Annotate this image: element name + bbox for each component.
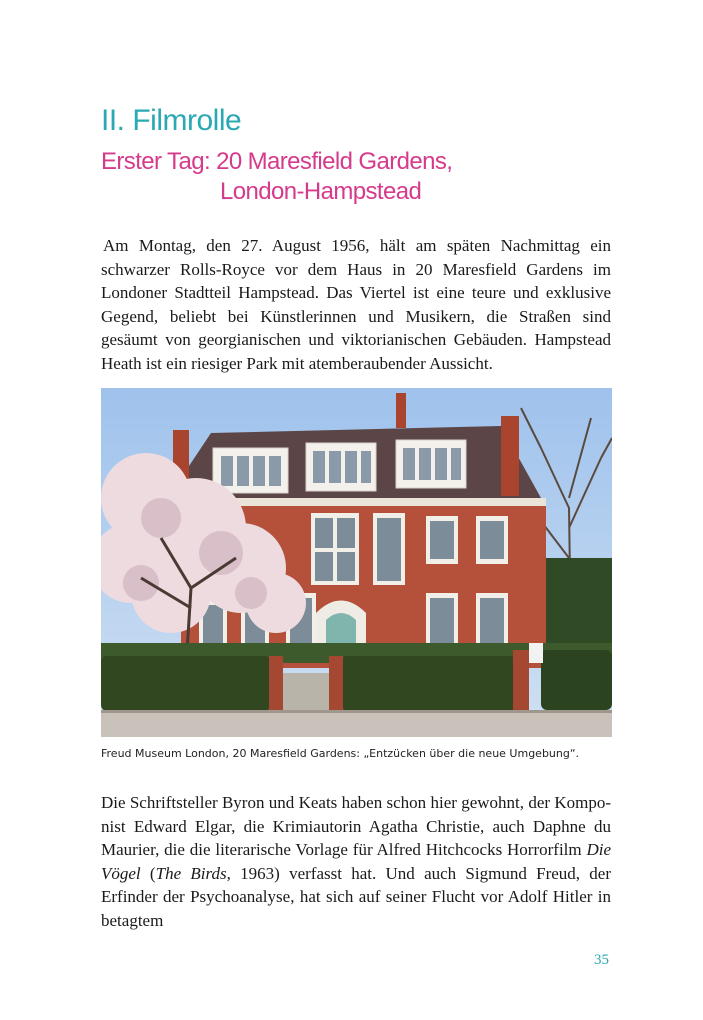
body-paragraph: Am Montag, den 27. August 1956, hält am späten Nachmittag ein schwarzer Rolls-Royce vor dem Haus in 20 Maresfield Gardens im Londoner Stadtteil Hampstead. Das Viertel ist eine teure und exklusive Gegend, beliebt bei Künstlerinnen und Musikern, die Straßen sind gesäumt von georgianischen und viktorianischen Gebäuden. Hampstead Heath ist ein riesiger Park mit atemberaubender Aussicht.	[101, 236, 611, 373]
paragraph-text: Die Schriftsteller Byron und Keats haben schon hier gewohnt, der Kompo-nist Edward Elgar, die Krimiautorin Agatha Christie, auch Daphne du Maurier, die die literarische Vorlage für Alfred Hitchcocks Horrorfilm	[101, 793, 611, 859]
chapter-title: II. Filmrolle	[101, 104, 242, 137]
section-title	[101, 147, 452, 207]
figure-caption: Freud Museum London, 20 Maresfield Gardens: „Entzücken über die neue Umgebung“.	[101, 747, 580, 760]
section-title-line1: Erster Tag: 20 Maresfield Gardens,	[101, 148, 453, 175]
house-photo	[101, 388, 612, 737]
paragraph-text: , 1963) verfasst hat. Und auch Sigmund Freud, der Erfinder der Psychoanalyse, hat sich auf seiner Flucht vor Adolf Hitler in betagtem	[101, 863, 612, 930]
body-paragraph-2	[101, 791, 611, 932]
paragraph-text: (	[140, 863, 156, 883]
section-title-line2: London-Hampstead	[220, 178, 422, 205]
film-title: The Birds	[155, 863, 227, 883]
page-number: 35	[594, 952, 609, 968]
book-title: Die Vögel	[101, 840, 611, 883]
